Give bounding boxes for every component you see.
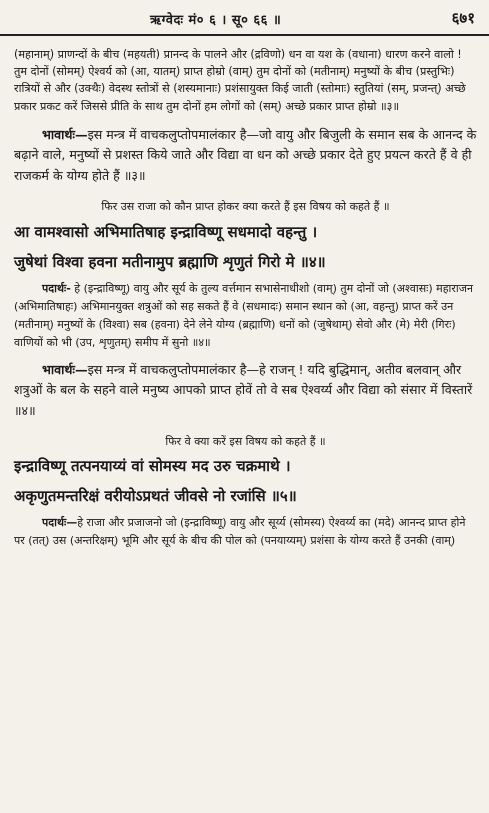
padarth-4 (14, 280, 477, 352)
padarth-text: हे (इन्द्राविष्णू) वायु और सूर्य के तुल्य वर्त्तमान सभासेनाधीशो (वाम्) तुम दोनों जो (अश्वासः) महाराजन (अभिमातिषाहः) अभिमानयुक्त शत्रुओं को सह सकते हैं वे (सधमादः) समान स्थान को (आ, वहन्तु) प्राप्त करें उन (मतीनाम्) मनुष्यों के (विश्वा) सब (हवना) देने लेने योग्य (ब्रह्माणि) धनों को (जुषेथाम्) सेवो और (मे) मेरी (गिरः) वाणियों को भी (उप, शृणुतम्) समीप में सुनो ॥४॥ (14, 281, 474, 349)
intro-line: फिर उस राजा को कौन प्राप्त होकर क्या करते हैं इस विषय को कहते हैं ॥ (101, 200, 390, 214)
bhavarth-4 (14, 360, 477, 422)
mantra-line: अकृणुतमन्तरिक्षं वरीयोऽप्रथतं जीवसे नो रजांसि ॥५॥ (14, 487, 297, 506)
page-body (14, 46, 477, 558)
bhavarth-label: भावार्थः— (42, 126, 88, 142)
running-title: ऋग्वेदः मं० ६ । सू० ६६ ॥ (150, 13, 282, 28)
padarth-text: हे राजा और प्रजाजनो जो (इन्द्राविष्णू) वायु और सूर्य्य (सोमस्य) ऐश्वर्य्य का (मदे) आनन्द प्राप्त होने पर (तत्) उस (अन्तरिक्षम्) भूमि और सूर्य के बीच की पोल को (पनयाय्यम्) प्रशंसा के योग्य करते हैं उनकी (वाम्) (14, 516, 466, 548)
padarth-5 (14, 514, 477, 550)
padarth-label: पदार्थः— (42, 516, 78, 530)
bhavarth-text: इस मन्त्र में वाचकलुप्तोपमालंकार है—जो वायु और बिजुली के समान सब के आनन्द के बढ़ाने वाले, मनुष्यों से प्रशस्त किये जाते और विद्या वा धन को अच्छे प्रकार देते हुए प्रयत्न करते हैं वे ही राजकर्म के योग्य होते हैं ॥३॥ (14, 126, 477, 183)
padarth-continuation: (महानाम्) प्राणन्दों के बीच (महयती) प्रानन्द के पालने और (द्रविणो) धन वा यश के (वधाना) धारण करने वालो ! तुम दोनों (सोमम्) ऐश्वर्य को (आ, यातम्) प्राप्त होम्रो (वाम्) तुम दोनों को (मतीनाम्) मनुष्यों के बीच (प्रस्तुभिः) रात्रियों से और (उक्थैः) वेदस्थ स्तोत्रों से (शस्यमानाः) प्रशंसायुक्त किई जाती (स्तोमाः) स्तुतियां (सम्, प्रजन्त्) अच्छे प्रकार प्रकट करें जिससे प्रीति के साथ तुम दोनों हम लोगों को (सम्) अच्छे प्रकार प्राप्त होम्रो ॥३॥ (14, 48, 466, 113)
mantra-line: इन्द्राविष्णू तत्पनयाय्यं वां सोमस्य मद उरु चक्रमाथे । (14, 457, 291, 476)
page-header (0, 8, 489, 36)
bhavarth-text: इस मन्त्र में वाचकलुप्तोपमालंकार है—हे राजन् ! यदि बुद्धिमान्, अतीव बलवान् और शत्रुओं के बल के सहने वाले मनुष्य आपको प्राप्त होवें तो वे सब ऐश्वर्य्य और विद्या को संसार में विस्तारें ॥४॥ (14, 361, 473, 418)
bhavarth-3 (14, 125, 477, 187)
bhavarth-label: भावार्थः— (42, 361, 88, 377)
mantra-line: जुषेथां विश्वा हवना मतीनामुप ब्रह्माणि शृणुतं गिरो मे ॥४॥ (14, 252, 326, 271)
padarth-label: पदार्थः- (42, 281, 71, 295)
page-number: ६७१ (451, 9, 475, 27)
mantra-line: आ वामश्वासो अभिमातिषाह इन्द्राविष्णू सधमादो वहन्तु । (14, 222, 318, 241)
intro-line: फिर वे क्या करें इस विषय को कहते हैं ॥ (165, 435, 326, 449)
